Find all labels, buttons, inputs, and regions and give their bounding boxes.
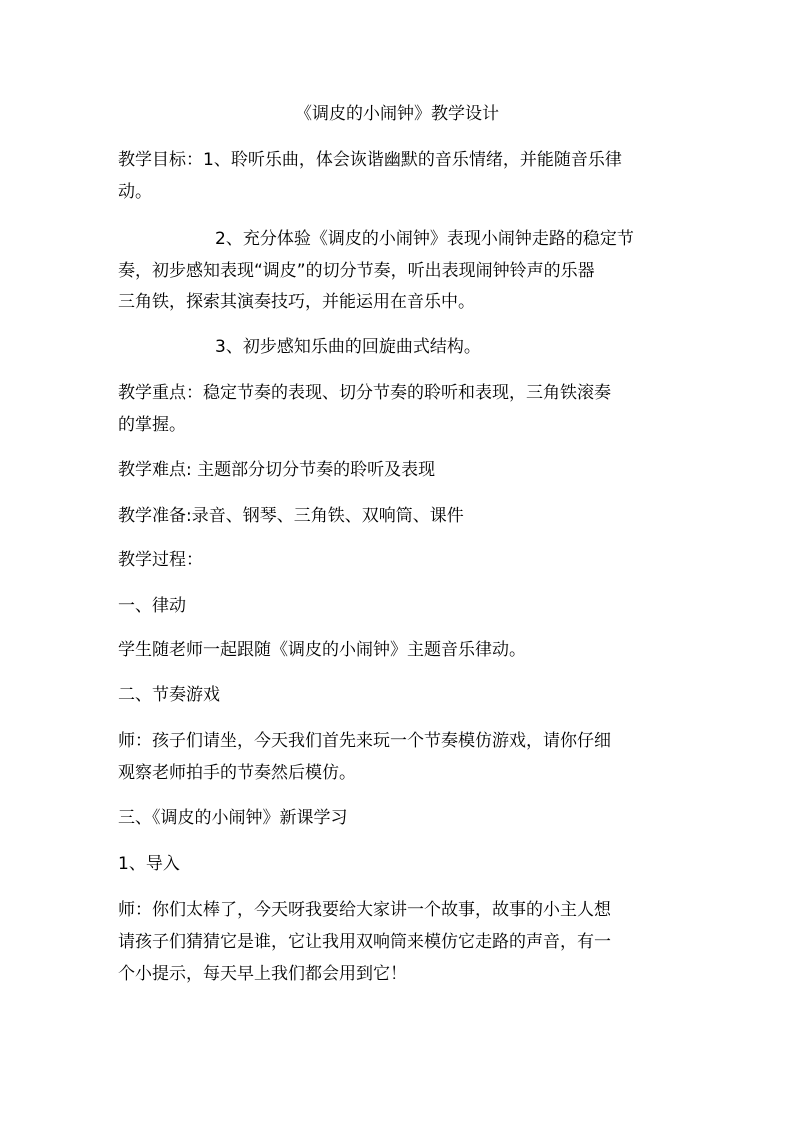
section-2-heading: 二、节奏游戏 [118,685,220,705]
intro-text-line-1: 师：你们太棒了，今天呀我要给大家讲一个故事，故事的小主人想 [118,900,611,920]
key-points-line-1: 教学重点：稳定节奏的表现、切分节奏的聆听和表现，三角铁滚奏 [118,383,611,403]
objective-2-line-2: 奏，初步感知表现“调皮”的切分节奏，听出表现闹钟铃声的乐器 [118,261,595,281]
key-points-line-2: 的掌握。 [118,415,186,435]
intro-text-line-2: 请孩子们猜猜它是谁，它让我用双响筒来模仿它走路的声音，有一 [118,932,611,952]
process-heading: 教学过程： [118,550,203,570]
objectives-line-1: 教学目标：1、聆听乐曲，体会诙谐幽默的音乐情绪，并能随音乐律 [118,150,622,170]
objective-3-line: 3、初步感知乐曲的回旋曲式结构。 [215,337,481,357]
section-1-text: 学生随老师一起跟随《调皮的小闹钟》主题音乐律动。 [118,640,526,660]
intro-text-line-3: 个小提示，每天早上我们都会用到它！ [118,964,407,984]
document-title: 《调皮的小闹钟》教学设计 [295,104,499,124]
objective-2-line-1: 2、充分体验《调皮的小闹钟》表现小闹钟走路的稳定节 [215,229,634,249]
section-1-heading: 一、律动 [118,596,186,616]
preparation-line: 教学准备:录音、钢琴、三角铁、双响筒、课件 [118,506,464,526]
subsection-1-heading: 1、导入 [118,854,180,874]
section-3-heading: 三、《调皮的小闹钟》新课学习 [118,808,348,828]
difficult-points-line: 教学难点: 主题部分切分节奏的聆听及表现 [118,460,436,480]
section-2-text-line-1: 师：孩子们请坐，今天我们首先来玩一个节奏模仿游戏，请你仔细 [118,731,611,751]
section-2-text-line-2: 观察老师拍手的节奏然后模仿。 [118,763,356,783]
objective-2-line-3: 三角铁，探索其演奏技巧，并能运用在音乐中。 [118,292,475,312]
objectives-line-2: 动。 [118,182,152,202]
